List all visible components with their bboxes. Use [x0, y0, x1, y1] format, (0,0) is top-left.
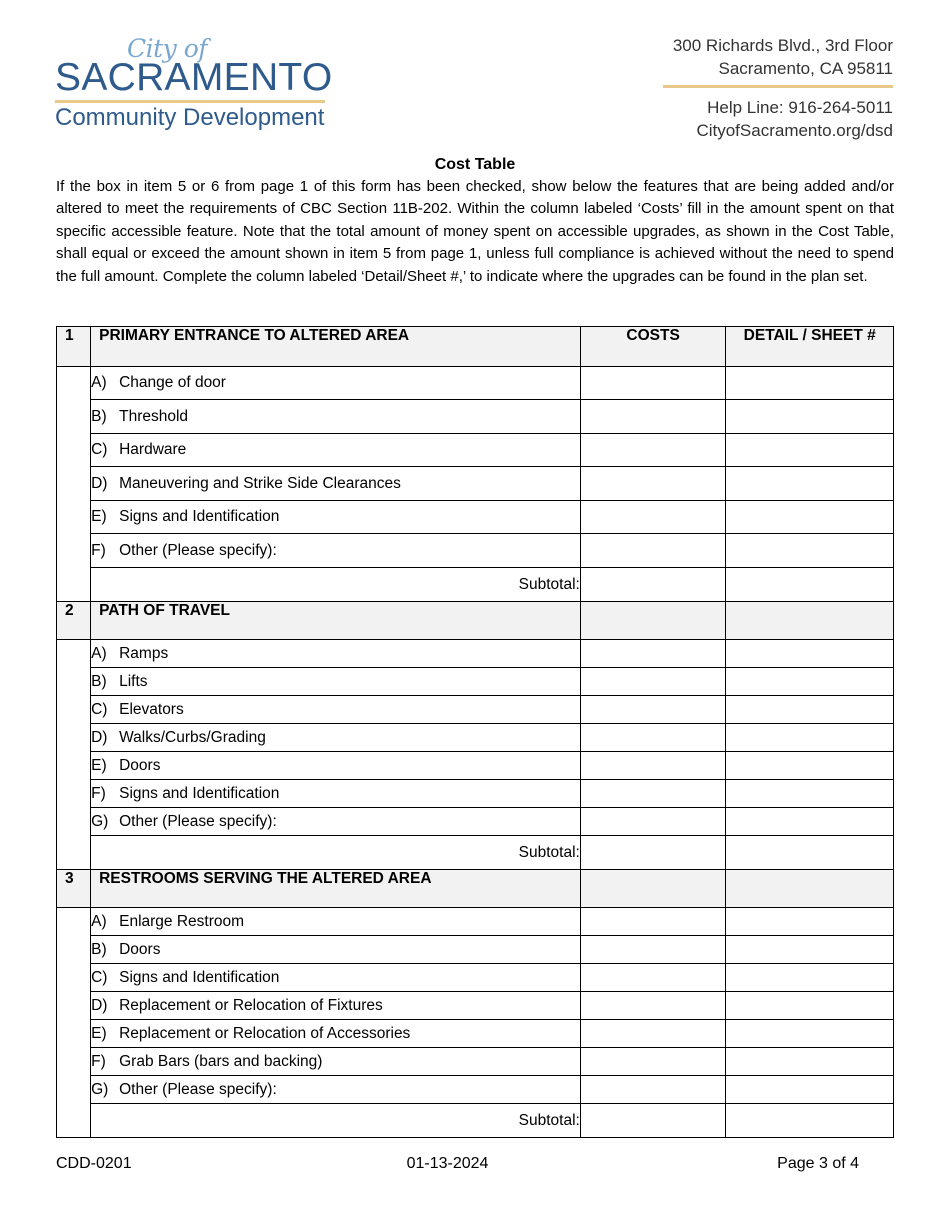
cost-cell[interactable] [580, 780, 726, 808]
item-label: Signs and Identification [119, 968, 280, 986]
section-number: 1 [57, 327, 91, 367]
cost-cell[interactable] [580, 367, 726, 400]
section-header-row [57, 327, 894, 367]
item-row [57, 936, 894, 964]
item-label: Threshold [119, 407, 189, 425]
subtotal-row [57, 1104, 894, 1138]
item-row [57, 668, 894, 696]
cost-table [56, 326, 894, 1138]
form-date: 01-13-2024 [406, 1155, 489, 1172]
detail-header-blank [726, 870, 894, 908]
section-title: PATH OF TRAVEL [91, 602, 581, 640]
cost-cell[interactable] [580, 640, 726, 668]
item-row [57, 1048, 894, 1076]
section-number: 3 [57, 870, 91, 908]
detail-cell[interactable] [726, 1020, 894, 1048]
subtotal-detail-cell[interactable] [726, 568, 894, 602]
section-header-row [57, 870, 894, 908]
item-label-cell [91, 668, 581, 696]
number-column-blank [57, 367, 91, 602]
detail-cell[interactable] [726, 1076, 894, 1104]
item-letter: B) [91, 407, 107, 425]
website: CityofSacramento.org/dsd [696, 121, 893, 140]
item-label: Grab Bars (bars and backing) [119, 1052, 323, 1070]
subtotal-label: Subtotal: [91, 1104, 581, 1138]
cost-cell[interactable] [580, 400, 726, 434]
cost-cell[interactable] [580, 992, 726, 1020]
item-letter: B) [91, 940, 107, 958]
item-label-cell [91, 1048, 581, 1076]
cost-cell[interactable] [580, 808, 726, 836]
cost-cell[interactable] [580, 668, 726, 696]
item-letter: E) [91, 756, 107, 774]
detail-cell[interactable] [726, 501, 894, 534]
item-letter: A) [91, 644, 107, 662]
item-label: Lifts [119, 672, 148, 690]
item-row [57, 724, 894, 752]
item-letter: E) [91, 508, 107, 525]
item-row [57, 696, 894, 724]
item-row [57, 752, 894, 780]
item-row [57, 534, 894, 568]
item-label: Replacement or Relocation of Fixtures [119, 996, 383, 1014]
costs-header-blank [580, 870, 726, 908]
item-letter: F) [91, 784, 106, 802]
item-row [57, 434, 894, 467]
item-letter: C) [91, 968, 108, 986]
item-label: Other (Please specify): [119, 541, 277, 559]
subtotal-row [57, 568, 894, 602]
section-title: RESTROOMS SERVING THE ALTERED AREA [91, 870, 581, 908]
item-label-cell [91, 1076, 581, 1104]
item-row [57, 964, 894, 992]
subtotal-detail-cell[interactable] [726, 836, 894, 870]
intro-paragraph: If the box in item 5 or 6 from page 1 of this form has been checked, show below the features that are being added and/or altered to meet the requirements of CBC Section 11B-202. Within the column labeled ‘Costs’ fill in the amount spent on that specific accessible feature. Note that the total amount of money spent on accessible upgrades, as shown in the Cost Table, shall equal or exceed the amount shown in item 5 from page 1, unless full compliance is achieved without the need to spend the full amount. Complete the column labeled ‘Detail/Sheet #,’ to indicate where the upgrades can be found in the plan set. [56, 178, 894, 285]
item-label-cell [91, 936, 581, 964]
item-label-cell [91, 400, 581, 434]
item-letter: A) [91, 912, 107, 930]
item-label-cell [91, 696, 581, 724]
item-label-cell [91, 367, 581, 400]
item-row [57, 367, 894, 400]
section-header-row [57, 602, 894, 640]
item-letter: D) [91, 728, 108, 746]
item-row [57, 1020, 894, 1048]
subtotal-cost-cell[interactable] [580, 836, 726, 870]
detail-cell[interactable] [726, 992, 894, 1020]
section-title: PRIMARY ENTRANCE TO ALTERED AREA [91, 327, 581, 367]
detail-header-blank [726, 602, 894, 640]
subtotal-row [57, 836, 894, 870]
cost-cell[interactable] [580, 696, 726, 724]
item-label-cell [91, 501, 581, 534]
item-label-cell [91, 808, 581, 836]
subtotal-label: Subtotal: [91, 836, 581, 870]
item-label-cell [91, 534, 581, 568]
item-letter: E) [91, 1024, 107, 1042]
cost-cell[interactable] [580, 534, 726, 568]
cost-cell[interactable] [580, 1048, 726, 1076]
item-label-cell [91, 992, 581, 1020]
item-label: Hardware [119, 441, 187, 458]
item-label: Change of door [119, 374, 226, 391]
item-label: Walks/Curbs/Grading [119, 728, 266, 746]
cost-cell[interactable] [580, 936, 726, 964]
logo-sacramento-text: SACRAMENTO [55, 56, 333, 99]
page-number: Page 3 of 4 [777, 1155, 859, 1172]
item-letter: G) [91, 812, 109, 830]
item-letter: F) [91, 1052, 106, 1070]
item-label-cell [91, 1020, 581, 1048]
logo-divider [55, 100, 325, 103]
detail-cell[interactable] [726, 964, 894, 992]
item-label-cell [91, 908, 581, 936]
city-logo [55, 32, 333, 142]
item-label-cell [91, 780, 581, 808]
item-row [57, 467, 894, 501]
detail-column-header: DETAIL / SHEET # [726, 327, 894, 367]
item-letter: F) [91, 541, 106, 559]
subtotal-cost-cell[interactable] [580, 568, 726, 602]
item-row [57, 780, 894, 808]
item-label: Signs and Identification [119, 784, 280, 802]
item-label-cell [91, 752, 581, 780]
item-label: Other (Please specify): [119, 1080, 277, 1098]
item-label-cell [91, 640, 581, 668]
costs-header-blank [580, 602, 726, 640]
detail-cell[interactable] [726, 640, 894, 668]
cost-cell[interactable] [580, 1076, 726, 1104]
section-number: 2 [57, 602, 91, 640]
item-row [57, 400, 894, 434]
item-letter: D) [91, 996, 108, 1014]
item-row [57, 501, 894, 534]
detail-cell[interactable] [726, 696, 894, 724]
item-label: Elevators [119, 700, 184, 718]
detail-cell[interactable] [726, 367, 894, 400]
item-row [57, 640, 894, 668]
item-row [57, 992, 894, 1020]
item-label: Other (Please specify): [119, 812, 277, 830]
cost-cell[interactable] [580, 501, 726, 534]
help-line: Help Line: 916-264-5011 [707, 98, 893, 117]
cost-cell[interactable] [580, 434, 726, 467]
detail-cell[interactable] [726, 780, 894, 808]
item-letter: C) [91, 700, 108, 718]
item-letter: D) [91, 474, 108, 492]
item-label: Maneuvering and Strike Side Clearances [119, 474, 401, 492]
item-row [57, 808, 894, 836]
costs-column-header: COSTS [580, 327, 726, 367]
cost-cell[interactable] [580, 964, 726, 992]
logo-department-text: Community Development [55, 104, 325, 131]
form-number: CDD-0201 [56, 1155, 132, 1172]
subtotal-cost-cell[interactable] [580, 1104, 726, 1138]
item-letter: G) [91, 1080, 109, 1098]
address-line1: 300 Richards Blvd., 3rd Floor [672, 36, 893, 55]
detail-cell[interactable] [726, 467, 894, 501]
detail-cell[interactable] [726, 724, 894, 752]
detail-cell[interactable] [726, 668, 894, 696]
cost-cell[interactable] [580, 1020, 726, 1048]
detail-cell[interactable] [726, 534, 894, 568]
item-label-cell [91, 434, 581, 467]
subtotal-label: Subtotal: [91, 568, 581, 602]
subtotal-detail-cell[interactable] [726, 1104, 894, 1138]
item-label: Doors [119, 940, 161, 958]
item-label: Doors [119, 756, 161, 774]
item-label: Signs and Identification [119, 508, 280, 525]
item-label-cell [91, 467, 581, 501]
number-column-blank [57, 640, 91, 870]
contact-block [663, 34, 893, 142]
item-label: Replacement or Relocation of Accessories [119, 1024, 411, 1042]
detail-cell[interactable] [726, 908, 894, 936]
item-row [57, 1076, 894, 1104]
detail-cell[interactable] [726, 752, 894, 780]
item-letter: C) [91, 441, 108, 458]
detail-cell[interactable] [726, 808, 894, 836]
item-letter: B) [91, 672, 107, 690]
detail-cell[interactable] [726, 1048, 894, 1076]
item-label: Ramps [119, 644, 169, 662]
detail-cell[interactable] [726, 400, 894, 434]
cost-cell[interactable] [580, 908, 726, 936]
detail-cell[interactable] [726, 936, 894, 964]
number-column-blank [57, 908, 91, 1138]
item-label-cell [91, 964, 581, 992]
logo-city-text: City of [127, 34, 208, 63]
contact-divider [663, 85, 893, 88]
cost-cell[interactable] [580, 724, 726, 752]
item-row [57, 908, 894, 936]
cost-cell[interactable] [580, 752, 726, 780]
cost-cell[interactable] [580, 467, 726, 501]
address-line2: Sacramento, CA 95811 [718, 59, 893, 78]
item-label: Enlarge Restroom [119, 912, 245, 930]
detail-cell[interactable] [726, 434, 894, 467]
item-letter: A) [91, 374, 107, 391]
page-title: Cost Table [434, 156, 516, 173]
item-label-cell [91, 724, 581, 752]
